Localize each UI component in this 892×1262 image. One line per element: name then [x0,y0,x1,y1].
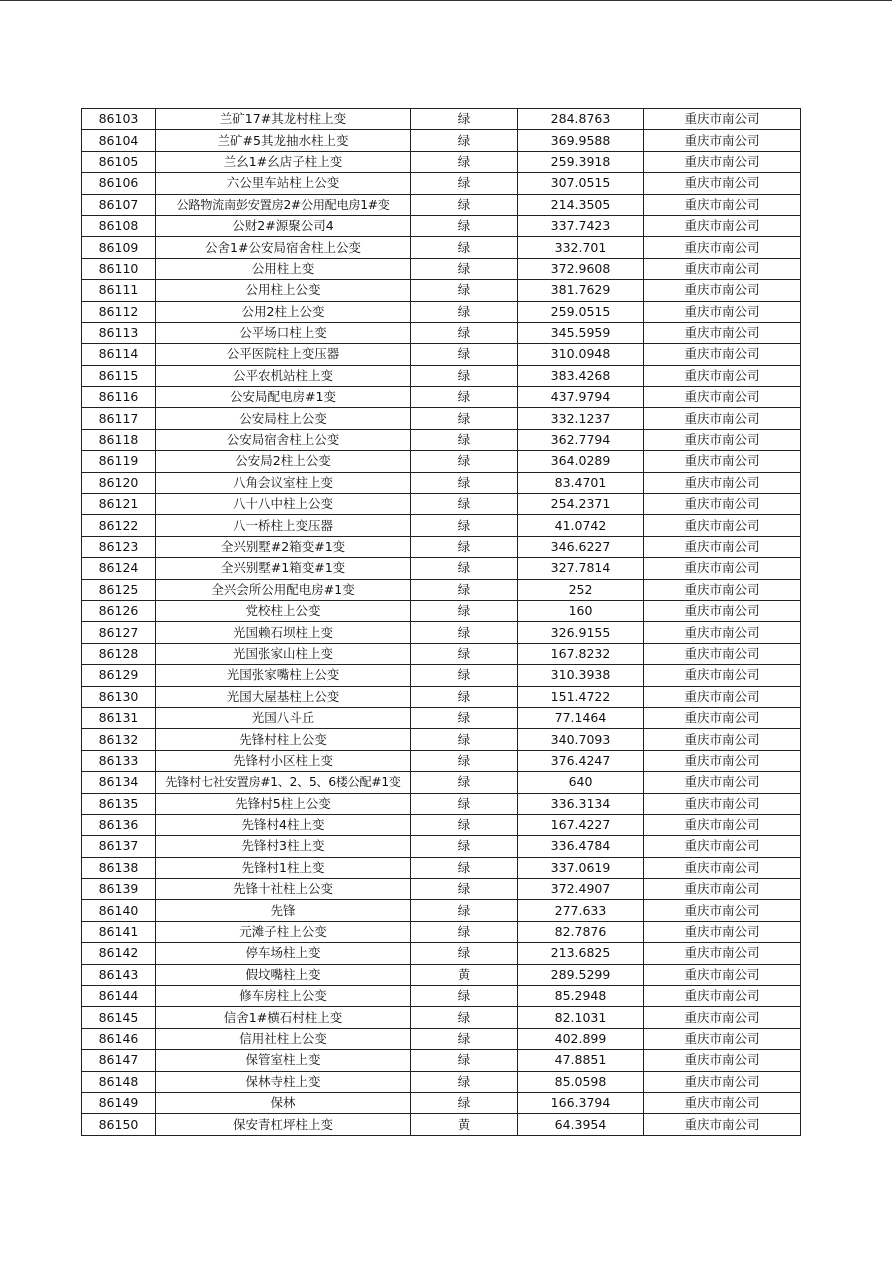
cell-company: 重庆市南公司 [644,857,801,878]
cell-name: 先锋村小区柱上变 [156,750,411,771]
cell-status: 绿 [411,301,518,322]
cell-name: 保管室柱上变 [156,1050,411,1071]
cell-company: 重庆市南公司 [644,494,801,515]
cell-name: 先锋村5柱上公变 [156,793,411,814]
cell-id: 86136 [82,814,156,835]
cell-id: 86113 [82,322,156,343]
transformer-table [81,108,801,1136]
cell-company: 重庆市南公司 [644,772,801,793]
cell-name: 全兴别墅#2箱变#1变 [156,536,411,557]
cell-company: 重庆市南公司 [644,173,801,194]
cell-id: 86139 [82,879,156,900]
cell-id: 86109 [82,237,156,258]
cell-name: 修车房柱上公变 [156,986,411,1007]
cell-status: 绿 [411,558,518,579]
cell-company: 重庆市南公司 [644,280,801,301]
table-row [82,836,801,857]
table-row [82,579,801,600]
cell-id: 86140 [82,900,156,921]
table-row [82,408,801,429]
cell-status: 绿 [411,1092,518,1113]
table-row [82,921,801,942]
cell-company: 重庆市南公司 [644,1050,801,1071]
cell-company: 重庆市南公司 [644,793,801,814]
table-row [82,1071,801,1092]
table-row [82,686,801,707]
cell-company: 重庆市南公司 [644,964,801,985]
table-row [82,879,801,900]
cell-id: 86114 [82,344,156,365]
table-row [82,1114,801,1135]
cell-value: 82.1031 [518,1007,644,1028]
cell-company: 重庆市南公司 [644,558,801,579]
cell-status: 绿 [411,387,518,408]
cell-value: 364.0289 [518,451,644,472]
cell-name: 先锋十社柱上公变 [156,879,411,900]
cell-value: 402.899 [518,1028,644,1049]
cell-name: 信用社柱上公变 [156,1028,411,1049]
cell-name: 公舍1#公安局宿舍柱上公变 [156,237,411,258]
cell-value: 336.4784 [518,836,644,857]
cell-name: 公用柱上公变 [156,280,411,301]
table-row [82,1050,801,1071]
cell-name: 光国张家嘴柱上公变 [156,665,411,686]
table-row [82,387,801,408]
cell-name: 先锋村七社安置房#1、2、5、6楼公配#1变 [156,772,411,793]
cell-name: 光国张家山柱上变 [156,643,411,664]
cell-company: 重庆市南公司 [644,750,801,771]
cell-id: 86135 [82,793,156,814]
table-row [82,237,801,258]
cell-company: 重庆市南公司 [644,344,801,365]
cell-company: 重庆市南公司 [644,986,801,1007]
cell-company: 重庆市南公司 [644,472,801,493]
cell-status: 绿 [411,109,518,130]
cell-name: 公平场口柱上变 [156,322,411,343]
cell-company: 重庆市南公司 [644,814,801,835]
table-row [82,301,801,322]
cell-id: 86143 [82,964,156,985]
cell-status: 绿 [411,600,518,621]
table-row [82,857,801,878]
cell-name: 光国赖石坝柱上变 [156,622,411,643]
cell-name: 八角会议室柱上变 [156,472,411,493]
cell-id: 86117 [82,408,156,429]
cell-company: 重庆市南公司 [644,301,801,322]
cell-status: 绿 [411,921,518,942]
cell-name: 公安局柱上公变 [156,408,411,429]
cell-company: 重庆市南公司 [644,921,801,942]
cell-company: 重庆市南公司 [644,536,801,557]
cell-value: 362.7794 [518,429,644,450]
cell-name: 兰幺1#幺店子柱上变 [156,151,411,172]
cell-value: 337.0619 [518,857,644,878]
cell-company: 重庆市南公司 [644,130,801,151]
cell-id: 86141 [82,921,156,942]
table-row [82,451,801,472]
cell-status: 绿 [411,194,518,215]
cell-name: 公财2#源聚公司4 [156,215,411,236]
cell-company: 重庆市南公司 [644,622,801,643]
cell-name: 先锋 [156,900,411,921]
cell-status: 绿 [411,1050,518,1071]
cell-value: 151.4722 [518,686,644,707]
cell-company: 重庆市南公司 [644,1071,801,1092]
cell-status: 绿 [411,429,518,450]
cell-name: 保安青杠坪柱上变 [156,1114,411,1135]
cell-value: 259.0515 [518,301,644,322]
cell-name: 公安局2柱上公变 [156,451,411,472]
cell-status: 绿 [411,451,518,472]
cell-name: 公安局宿舍柱上公变 [156,429,411,450]
cell-value: 332.1237 [518,408,644,429]
cell-name: 光国八斗丘 [156,707,411,728]
cell-status: 绿 [411,750,518,771]
cell-name: 保林 [156,1092,411,1113]
cell-name: 党校柱上公变 [156,600,411,621]
cell-status: 绿 [411,280,518,301]
cell-value: 289.5299 [518,964,644,985]
cell-id: 86149 [82,1092,156,1113]
cell-value: 254.2371 [518,494,644,515]
cell-id: 86118 [82,429,156,450]
cell-id: 86116 [82,387,156,408]
cell-name: 全兴别墅#1箱变#1变 [156,558,411,579]
cell-id: 86132 [82,729,156,750]
cell-company: 重庆市南公司 [644,879,801,900]
cell-id: 86147 [82,1050,156,1071]
cell-value: 327.7814 [518,558,644,579]
cell-id: 86129 [82,665,156,686]
cell-name: 全兴会所公用配电房#1变 [156,579,411,600]
cell-name: 兰矿17#其龙村柱上变 [156,109,411,130]
cell-name: 先锋村柱上公变 [156,729,411,750]
cell-id: 86144 [82,986,156,1007]
cell-id: 86126 [82,600,156,621]
cell-id: 86150 [82,1114,156,1135]
cell-value: 346.6227 [518,536,644,557]
table-row [82,707,801,728]
table-row [82,793,801,814]
table-row [82,729,801,750]
table-row [82,194,801,215]
cell-status: 绿 [411,322,518,343]
table-row [82,622,801,643]
table-row [82,986,801,1007]
cell-status: 绿 [411,215,518,236]
cell-id: 86123 [82,536,156,557]
cell-id: 86115 [82,365,156,386]
cell-value: 369.9588 [518,130,644,151]
table-row [82,472,801,493]
cell-id: 86119 [82,451,156,472]
cell-status: 绿 [411,1071,518,1092]
table-row [82,772,801,793]
table-row [82,943,801,964]
cell-value: 372.9608 [518,258,644,279]
table-row [82,750,801,771]
cell-name: 六公里车站柱上公变 [156,173,411,194]
cell-id: 86125 [82,579,156,600]
cell-status: 绿 [411,793,518,814]
cell-value: 437.9794 [518,387,644,408]
cell-company: 重庆市南公司 [644,600,801,621]
cell-company: 重庆市南公司 [644,451,801,472]
cell-value: 64.3954 [518,1114,644,1135]
cell-company: 重庆市南公司 [644,109,801,130]
cell-value: 214.3505 [518,194,644,215]
cell-status: 绿 [411,986,518,1007]
cell-id: 86112 [82,301,156,322]
cell-status: 绿 [411,515,518,536]
cell-company: 重庆市南公司 [644,665,801,686]
cell-id: 86130 [82,686,156,707]
cell-id: 86124 [82,558,156,579]
cell-company: 重庆市南公司 [644,258,801,279]
cell-value: 47.8851 [518,1050,644,1071]
table-row [82,1028,801,1049]
cell-status: 绿 [411,494,518,515]
cell-name: 公平农机站柱上变 [156,365,411,386]
cell-name: 停车场柱上变 [156,943,411,964]
cell-company: 重庆市南公司 [644,579,801,600]
cell-name: 元滩子柱上公变 [156,921,411,942]
cell-name: 八一桥柱上变压器 [156,515,411,536]
cell-company: 重庆市南公司 [644,686,801,707]
cell-value: 640 [518,772,644,793]
cell-status: 绿 [411,1007,518,1028]
cell-id: 86134 [82,772,156,793]
table-row [82,1092,801,1113]
table-row [82,322,801,343]
cell-company: 重庆市南公司 [644,707,801,728]
cell-status: 绿 [411,836,518,857]
cell-status: 绿 [411,643,518,664]
cell-id: 86137 [82,836,156,857]
table-row [82,215,801,236]
table-row [82,964,801,985]
cell-id: 86106 [82,173,156,194]
cell-id: 86128 [82,643,156,664]
cell-value: 284.8763 [518,109,644,130]
cell-name: 兰矿#5其龙抽水柱上变 [156,130,411,151]
cell-value: 85.2948 [518,986,644,1007]
cell-id: 86131 [82,707,156,728]
table-row [82,173,801,194]
table-row [82,900,801,921]
cell-value: 83.4701 [518,472,644,493]
cell-company: 重庆市南公司 [644,900,801,921]
cell-id: 86108 [82,215,156,236]
cell-id: 86145 [82,1007,156,1028]
table-row [82,536,801,557]
table-row [82,130,801,151]
cell-value: 77.1464 [518,707,644,728]
table-row [82,600,801,621]
table-row [82,365,801,386]
cell-status: 绿 [411,173,518,194]
cell-name: 八十八中柱上公变 [156,494,411,515]
table-row [82,1007,801,1028]
cell-name: 信舍1#横石村柱上变 [156,1007,411,1028]
cell-company: 重庆市南公司 [644,408,801,429]
cell-value: 259.3918 [518,151,644,172]
table-row [82,151,801,172]
cell-name: 先锋村3柱上变 [156,836,411,857]
cell-id: 86146 [82,1028,156,1049]
cell-status: 黄 [411,964,518,985]
cell-value: 310.0948 [518,344,644,365]
cell-value: 332.701 [518,237,644,258]
table-row [82,280,801,301]
cell-value: 326.9155 [518,622,644,643]
cell-status: 绿 [411,729,518,750]
page-top-border [0,0,892,1]
cell-status: 绿 [411,237,518,258]
cell-company: 重庆市南公司 [644,836,801,857]
cell-id: 86122 [82,515,156,536]
cell-value: 213.6825 [518,943,644,964]
cell-name: 公用2柱上公变 [156,301,411,322]
cell-value: 372.4907 [518,879,644,900]
cell-id: 86105 [82,151,156,172]
cell-id: 86107 [82,194,156,215]
cell-value: 277.633 [518,900,644,921]
cell-company: 重庆市南公司 [644,1114,801,1135]
cell-id: 86133 [82,750,156,771]
cell-value: 252 [518,579,644,600]
cell-company: 重庆市南公司 [644,1007,801,1028]
table-row [82,109,801,130]
cell-company: 重庆市南公司 [644,729,801,750]
cell-status: 绿 [411,772,518,793]
cell-value: 345.5959 [518,322,644,343]
cell-status: 绿 [411,472,518,493]
cell-name: 保林寺柱上变 [156,1071,411,1092]
cell-value: 376.4247 [518,750,644,771]
cell-name: 先锋村4柱上变 [156,814,411,835]
cell-status: 绿 [411,408,518,429]
cell-value: 167.8232 [518,643,644,664]
cell-status: 绿 [411,344,518,365]
cell-value: 167.4227 [518,814,644,835]
cell-company: 重庆市南公司 [644,151,801,172]
cell-status: 黄 [411,1114,518,1135]
cell-company: 重庆市南公司 [644,215,801,236]
cell-id: 86148 [82,1071,156,1092]
cell-status: 绿 [411,665,518,686]
cell-company: 重庆市南公司 [644,365,801,386]
cell-value: 82.7876 [518,921,644,942]
cell-status: 绿 [411,130,518,151]
cell-company: 重庆市南公司 [644,515,801,536]
cell-id: 86110 [82,258,156,279]
cell-value: 160 [518,600,644,621]
cell-value: 340.7093 [518,729,644,750]
cell-company: 重庆市南公司 [644,943,801,964]
cell-company: 重庆市南公司 [644,429,801,450]
cell-name: 公安局配电房#1变 [156,387,411,408]
cell-id: 86120 [82,472,156,493]
cell-id: 86142 [82,943,156,964]
cell-name: 先锋村1柱上变 [156,857,411,878]
cell-name: 公路物流南彭安置房2#公用配电房1#变 [156,194,411,215]
cell-value: 310.3938 [518,665,644,686]
table-row [82,515,801,536]
cell-id: 86104 [82,130,156,151]
cell-company: 重庆市南公司 [644,1092,801,1113]
cell-status: 绿 [411,943,518,964]
table-row [82,558,801,579]
table-body [82,109,801,1136]
table-row [82,814,801,835]
cell-company: 重庆市南公司 [644,322,801,343]
cell-name: 公用柱上变 [156,258,411,279]
cell-id: 86138 [82,857,156,878]
cell-status: 绿 [411,686,518,707]
table-row [82,258,801,279]
cell-id: 86103 [82,109,156,130]
cell-value: 337.7423 [518,215,644,236]
cell-id: 86111 [82,280,156,301]
cell-company: 重庆市南公司 [644,387,801,408]
cell-status: 绿 [411,365,518,386]
cell-status: 绿 [411,857,518,878]
table-row [82,494,801,515]
cell-status: 绿 [411,707,518,728]
cell-value: 41.0742 [518,515,644,536]
table-row [82,665,801,686]
cell-value: 307.0515 [518,173,644,194]
table-row [82,429,801,450]
cell-status: 绿 [411,1028,518,1049]
cell-name: 假坟嘴柱上变 [156,964,411,985]
cell-status: 绿 [411,151,518,172]
table-row [82,344,801,365]
cell-company: 重庆市南公司 [644,643,801,664]
table-row [82,643,801,664]
cell-status: 绿 [411,879,518,900]
cell-status: 绿 [411,622,518,643]
cell-company: 重庆市南公司 [644,194,801,215]
cell-status: 绿 [411,536,518,557]
cell-value: 166.3794 [518,1092,644,1113]
cell-status: 绿 [411,579,518,600]
cell-id: 86127 [82,622,156,643]
cell-value: 381.7629 [518,280,644,301]
cell-name: 公平医院柱上变压器 [156,344,411,365]
cell-status: 绿 [411,814,518,835]
cell-company: 重庆市南公司 [644,237,801,258]
cell-name: 光国大屋基柱上公变 [156,686,411,707]
cell-status: 绿 [411,900,518,921]
cell-value: 336.3134 [518,793,644,814]
cell-company: 重庆市南公司 [644,1028,801,1049]
cell-value: 85.0598 [518,1071,644,1092]
cell-id: 86121 [82,494,156,515]
cell-status: 绿 [411,258,518,279]
cell-value: 383.4268 [518,365,644,386]
